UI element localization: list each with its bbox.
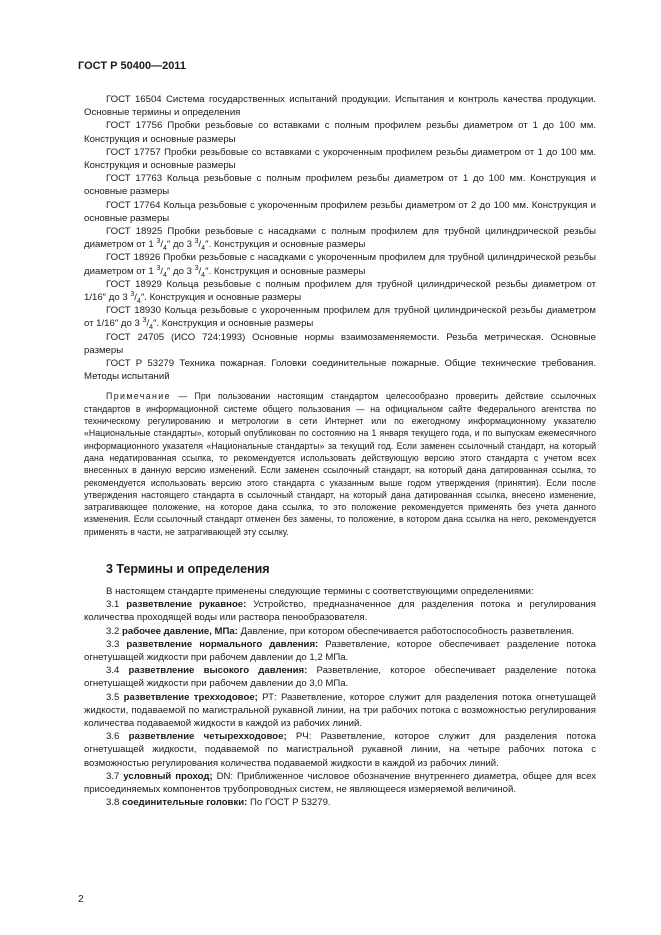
reference-item: ГОСТ 17757 Пробки резьбовые со вставками с укороченным профилем резьбы диаметром от 1 до 100 мм. Конструкция и основные размеры xyxy=(84,146,596,172)
normative-references xyxy=(84,93,596,383)
terms-list xyxy=(84,598,596,809)
section-heading: 3 Термины и определения xyxy=(106,562,270,577)
reference-item: ГОСТ 18930 Кольца резьбовые с укороченным профилем для трубной цилиндрической резьбы диаметром от 1/16″ до 3 $^3/_4''$. Конструкция и основные размеры xyxy=(84,305,596,332)
page-content xyxy=(84,93,596,809)
note-text: — При пользовании настоящим стандартом целесообразно проверить действие ссылочных стандартов в информационной системе общего пользования — на официальном сайте Федерального агентства по техническому регулированию и метрологии в сети Интернет или по ежегодному информационному указателю «Национальные стандарты», который опубликован по состоянию на 1 января текущего года, и по выпускам ежемесячного информационного указателя «Национальные стандарты» за текущий год. Если заменен ссылочный стандарт, на который дана недатированная ссылка, то рекомендуется использовать действующую версию этого стандарта с учетом всех внесенных в данную версию изменений. Если заменен ссылочный стандарт, на который дана датированная ссылка, то рекомендуется использовать версию этого стандарта с указанным выше годом утверждения (принятия). Если после утверждения настоящего стандарта в ссылочный стандарт, на который дана датированная ссылка, внесено изменение, затрагивающее положение, на которое дана ссылка, то это положение рекомендуется применять без учета данного изменения. Если ссылочный стандарт отменен без замены, то положение, в котором дана ссылка на него, рекомендуется применять в части, не затрагивающей эту ссылку. xyxy=(84,391,597,537)
document-header: ГОСТ Р 50400—2011 xyxy=(78,60,186,72)
term-definition: 3.6 разветвление четырехходовое; РЧ: Разветвление, которое служит для разделения потока огнетушащей жидкости, подаваемой по магистральной рукавной линии, на четыре рабочих потока с возможностью регулирования количества подаваемой жидкости в каждой из рабочих линий. xyxy=(84,731,597,769)
reference-item: ГОСТ 17764 Кольца резьбовые с укороченным профилем резьбы диаметром от 2 до 100 мм. Конструкция и основные размеры xyxy=(84,199,596,224)
page-number: 2 xyxy=(78,894,84,905)
term-definition: 3.5 разветвление трехходовое; РТ: Разветвление, которое служит для разделения потока огнетушащей жидкости, подаваемой по магистральной рукавной линии, на три рабочих потока с возможностью регулирования количества подаваемой жидкости в каждой из рабочих линий. xyxy=(84,691,597,730)
note-label: Примечание xyxy=(106,391,171,402)
reference-item: ГОСТ Р 53279 Техника пожарная. Головки соединительные пожарные. Общие технические требования. Методы испытаний xyxy=(84,358,596,383)
reference-item: ГОСТ 18929 Кольца резьбовые с полным профилем для трубной цилиндрической резьбы диаметром от 1/16″ до 3 $^3/_4''$. Конструкция и основные размеры xyxy=(84,278,597,305)
reference-item: ГОСТ 16504 Система государственных испытаний продукции. Испытания и контроль качества продукции. Основные термины и определения xyxy=(84,94,596,119)
reference-item: ГОСТ 24705 (ИСО 724:1993) Основные нормы взаимозаменяемости. Резьба метрическая. Основные размеры xyxy=(84,331,596,356)
term-definition: 3.4 разветвление высокого давления: Разветвление, которое обеспечивает разделение потока огнетушащей жидкости при рабочем давлении до 3,0 МПа. xyxy=(84,665,596,690)
reference-note xyxy=(84,390,596,538)
reference-item: ГОСТ 17756 Пробки резьбовые со вставками с полным профилем резьбы диаметром от 1 до 100 мм. Конструкция и основные размеры xyxy=(84,120,597,145)
section-intro: В настоящем стандарте применены следующие термины с соответствующими определениями: xyxy=(106,586,534,598)
term-definition: 3.1 разветвление рукавное: Устройство, предназначенное для разделения потока и регулирования количества проходящей воды или раствора пенообразователя. xyxy=(84,599,596,624)
term-definition: 3.2 рабочее давление, МПа: Давление, при котором обеспечивается работоспособность разветвления. xyxy=(106,625,574,637)
term-definition: 3.3 разветвление нормального давления: Разветвление, которое обеспечивает разделение потока огнетушащей жидкости при рабочем давлении до 1,2 МПа. xyxy=(84,638,596,664)
term-definition: 3.8 соединительные головки: По ГОСТ Р 53279. xyxy=(106,797,331,809)
reference-item: ГОСТ 17763 Кольца резьбовые с полным профилем резьбы диаметром от 1 до 100 мм. Конструкция и основные размеры xyxy=(84,173,596,198)
reference-item: ГОСТ 18926 Пробки резьбовые с насадками с укороченным профилем для трубной цилиндрической резьбы диаметром от 1 $^3/_4''$ до 3 $^3/_4''$. Конструкция и основные размеры xyxy=(84,252,596,279)
term-definition: 3.7 условный проход; DN: Приближенное числовое обозначение внутреннего диаметра, общее для всех присоединяемых компонентов трубопроводных систем, не являющееся измеряемой величиной. xyxy=(84,770,596,796)
reference-item: ГОСТ 18925 Пробки резьбовые с насадками с полным профилем для трубной цилиндрической резьбы диаметром от 1 $^3/_4''$ до 3 $^3/_4''$. Конструкция и основные размеры xyxy=(84,226,596,253)
